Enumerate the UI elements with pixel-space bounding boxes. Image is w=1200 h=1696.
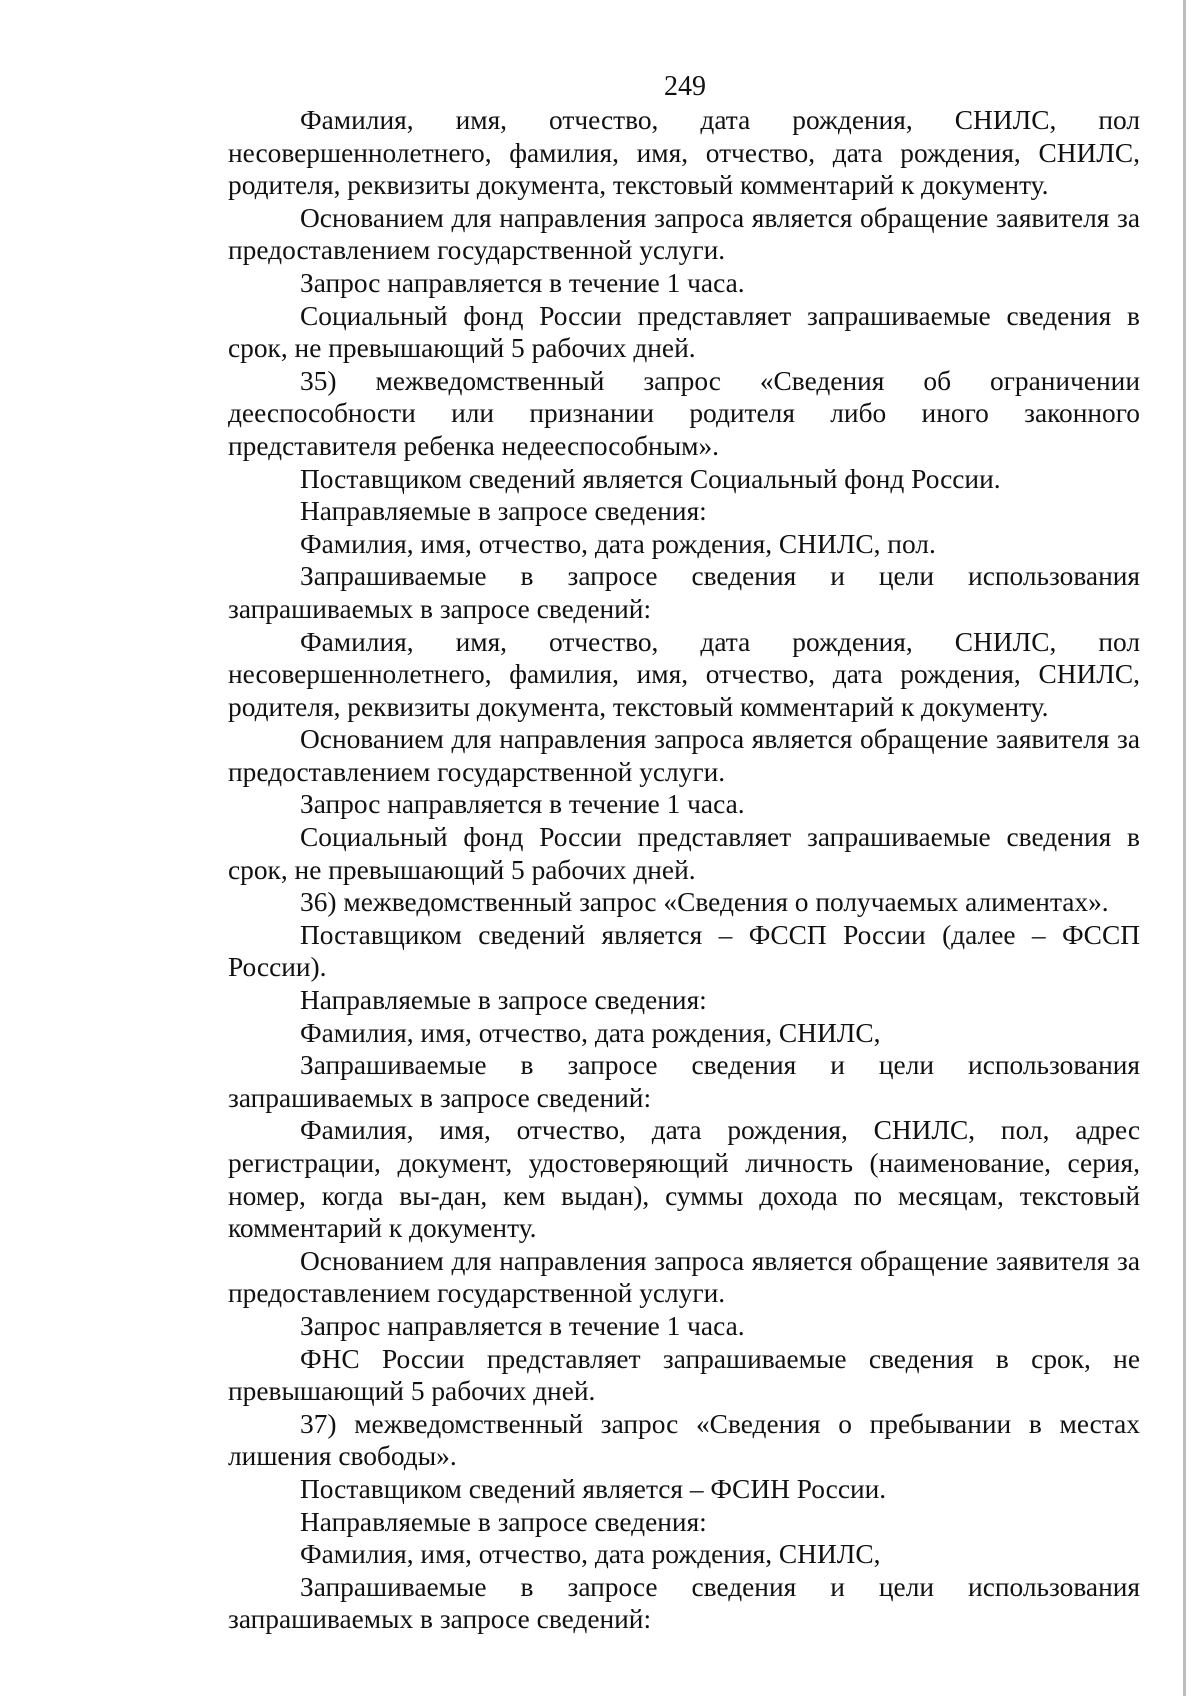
paragraph: Основанием для направления запроса является обращение заявителя за предоставлением государственной услуги. [228, 1245, 1140, 1309]
paragraph: Запрос направляется в течение 1 часа. [300, 1310, 745, 1341]
paragraph: Фамилия, имя, отчество, дата рождения, СНИЛС, пол, адрес регистрации, документ, удостоверяющий личность (наименование, серия, номер, когда вы-дан, кем выдан), суммы дохода по месяцам, текстовый комментарий к документу. [228, 1115, 1140, 1244]
paragraph: Запрос направляется в течение 1 часа. [300, 789, 745, 820]
paragraph: Социальный фонд России представляет запрашиваемые сведения в срок, не превышающий 5 рабочих дней. [228, 822, 1140, 885]
paragraph: Фамилия, имя, отчество, дата рождения, СНИЛС, [300, 1017, 881, 1048]
paragraph: Фамилия, имя, отчество, дата рождения, СНИЛС, пол несовершеннолетнего, фамилия, имя, отчество, дата рождения, СНИЛС, родителя, реквизиты документа, текстовый комментарий к документу. [228, 105, 1140, 201]
paragraph: Запрашиваемые в запросе сведения и цели использования запрашиваемых в запросе сведений: [228, 1571, 1140, 1635]
document-body [228, 104, 1140, 1636]
paragraph: Поставщиком сведений является – ФСИН России. [300, 1473, 887, 1504]
paragraph: Основанием для направления запроса является обращение заявителя за предоставлением государственной услуги. [228, 724, 1140, 787]
paragraph: 36) межведомственный запрос «Сведения о получаемых алиментах». [300, 887, 1109, 918]
paragraph: Запрашиваемые в запросе сведения и цели использования запрашиваемых в запросе сведений: [228, 561, 1140, 624]
paragraph: 37) межведомственный запрос «Сведения о пребывании в местах лишения свободы». [228, 1408, 1140, 1472]
paragraph: Фамилия, имя, отчество, дата рождения, СНИЛС, пол несовершеннолетнего, фамилия, имя, отчество, дата рождения, СНИЛС, родителя, реквизиты документа, текстовый комментарий к документу. [228, 626, 1140, 722]
page-number: 249 [664, 71, 706, 102]
paragraph: Запрос направляется в течение 1 часа. [300, 267, 745, 298]
paragraph: Направляемые в запросе сведения: [300, 1506, 707, 1537]
paragraph: 35) межведомственный запрос «Сведения об ограничении дееспособности или признании родителя либо иного законного представителя ребенка недееспособным». [228, 365, 1140, 461]
page-edge-line [1183, 0, 1186, 1696]
paragraph: ФНС России представляет запрашиваемые сведения в срок, не превышающий 5 рабочих дней. [228, 1343, 1140, 1407]
paragraph: Направляемые в запросе сведения: [300, 985, 707, 1016]
paragraph: Фамилия, имя, отчество, дата рождения, СНИЛС, [300, 1539, 881, 1570]
paragraph: Социальный фонд России представляет запрашиваемые сведения в срок, не превышающий 5 рабочих дней. [228, 300, 1140, 364]
paragraph: Направляемые в запросе сведения: [300, 496, 707, 527]
paragraph: Поставщиком сведений является Социальный фонд России. [300, 463, 1001, 494]
paragraph: Запрашиваемые в запросе сведения и цели использования запрашиваемых в запросе сведений: [228, 1050, 1140, 1113]
paragraph: Основанием для направления запроса является обращение заявителя за предоставлением государственной услуги. [228, 202, 1140, 266]
paragraph: Фамилия, имя, отчество, дата рождения, СНИЛС, пол. [300, 528, 936, 559]
paragraph: Поставщиком сведений является – ФССП России (далее – ФССП России). [228, 919, 1140, 983]
